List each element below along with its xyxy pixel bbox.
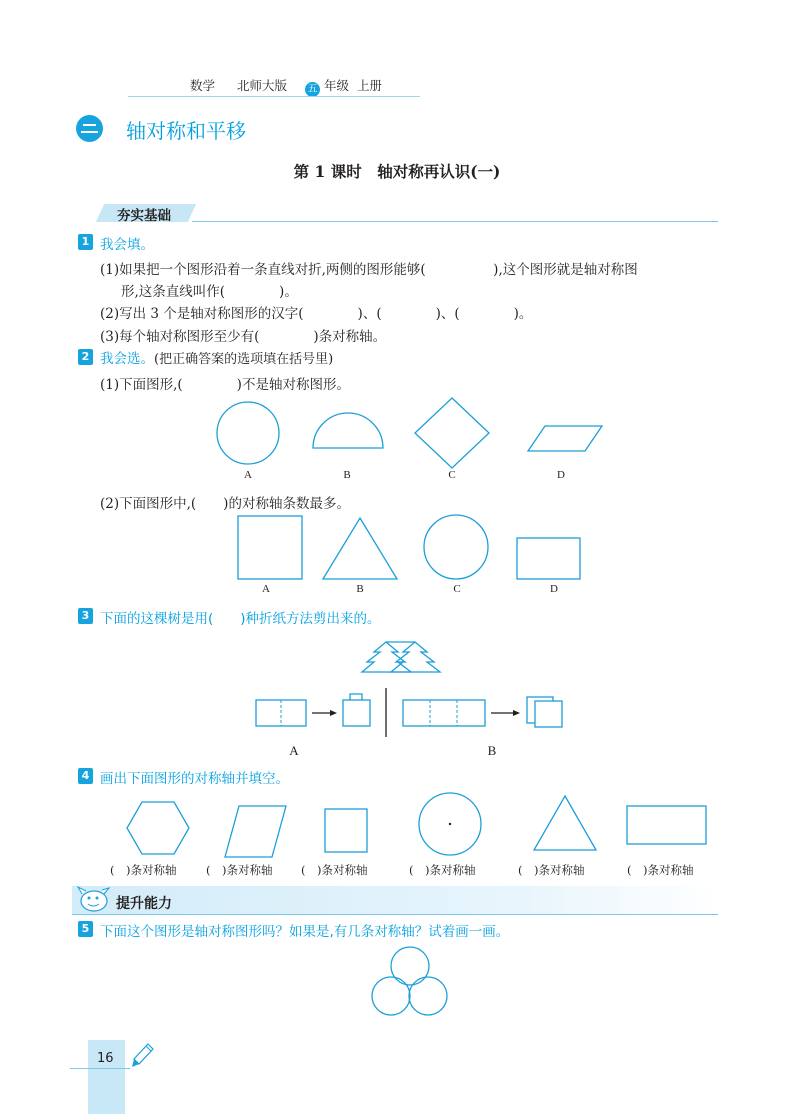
q3-label-b: B — [487, 743, 497, 758]
q1-line-1: (1)如果把一个图形沿着一条直线对折,两侧的图形能够( ),这个图形就是轴对称图 — [100, 262, 638, 278]
question-number-5: 5 — [78, 921, 93, 937]
q2p1-label-a: A — [244, 469, 252, 481]
question-number-3: 3 — [78, 608, 93, 624]
q4-title: 画出下面图形的对称轴并填空。 — [100, 771, 289, 787]
tree-left-half — [362, 642, 411, 672]
q1-title: 我会填。 — [100, 237, 154, 253]
q4-triangle — [534, 796, 596, 850]
q3-title: 下面的这棵树是用( )种折纸方法剪出来的。 — [100, 611, 381, 627]
fold-a-flap — [350, 694, 362, 700]
lesson-title: 第 1 课时 轴对称再认识(一) — [293, 162, 501, 181]
q4-caption-2: ( )条对称轴 — [206, 863, 273, 877]
q5-three-circles — [372, 947, 447, 1015]
q2-part-1: (1)下面图形,( )不是轴对称图形。 — [100, 377, 350, 393]
header-volume: 上册 — [356, 78, 382, 93]
q2p1-square-diamond — [415, 398, 489, 468]
q2p2-circle — [424, 515, 488, 579]
q2p2-square — [238, 516, 302, 579]
section-title-advance: 提升能力 — [116, 896, 172, 912]
q5-title: 下面这个图形是轴对称图形吗？如果是,有几条对称轴？试着画一画。 — [100, 924, 510, 940]
q2-part-2: (2)下面图形中,( )的对称轴条数最多。 — [100, 496, 350, 512]
header-subject: 数学 — [190, 78, 216, 93]
q2p2-label-d: D — [550, 583, 558, 595]
q4-caption-1: ( )条对称轴 — [110, 863, 177, 877]
question-number-2: 2 — [78, 349, 93, 365]
q4-hexagon — [127, 802, 189, 854]
question-number-4: 4 — [78, 768, 93, 784]
q2p1-label-d: D — [557, 469, 565, 481]
q2p2-triangle — [323, 518, 397, 579]
header-edition: 北师大版 — [236, 78, 287, 93]
q2p1-label-c: C — [448, 469, 456, 481]
q2-note: (把正确答案的选项填在括号里) — [154, 352, 334, 367]
page-number: 16 — [97, 1051, 114, 1066]
q3-option-a — [256, 694, 370, 726]
arrow-b-head — [513, 710, 520, 716]
q4-caption-6: ( )条对称轴 — [627, 863, 694, 877]
q2p1-parallelogram — [528, 426, 602, 451]
q3-label-a: A — [289, 743, 299, 758]
footer-rule — [70, 1068, 130, 1069]
q4-caption-5: ( )条对称轴 — [518, 863, 585, 877]
q2p1-semicircle — [313, 413, 383, 448]
header-grade: 年级 — [323, 78, 349, 93]
q1-line-2: (2)写出 3 个是轴对称图形的汉字( )、( )、( )。 — [100, 306, 533, 322]
q2p2-rectangle — [517, 538, 580, 579]
q3-tree-figure — [362, 642, 440, 672]
unit-title: 轴对称和平移 — [126, 119, 246, 143]
pencil-icon — [130, 1042, 154, 1070]
q2p1-circle — [217, 402, 279, 464]
q4-rectangle — [627, 806, 706, 844]
question-number-1: 1 — [78, 234, 93, 250]
q4-caption-4: ( )条对称轴 — [409, 863, 476, 877]
q2p2-label-c: C — [453, 583, 461, 595]
q5-circle-top — [391, 947, 429, 985]
q1-line-1b: 形,这条直线叫作( )。 — [121, 284, 298, 300]
q2p2-label-a: A — [262, 583, 270, 595]
q2p2-label-b: B — [356, 583, 364, 595]
section-title-basics: 夯实基础 — [117, 208, 171, 224]
q4-square — [325, 809, 367, 852]
q4-parallelogram — [225, 806, 286, 857]
q2-title: 我会选。 — [100, 351, 154, 367]
q3-option-b — [403, 697, 562, 727]
mascot-icon — [74, 884, 112, 914]
fold-b-result — [535, 701, 562, 727]
fold-a-result — [343, 700, 370, 726]
q4-circle-center — [449, 823, 451, 825]
q2p1-label-b: B — [343, 469, 351, 481]
q5-circle-left — [372, 977, 410, 1015]
arrow-a-head — [330, 710, 337, 716]
q1-line-3: (3)每个轴对称图形至少有( )条对称轴。 — [100, 329, 387, 345]
grade-badge-icon: 五 — [305, 82, 320, 97]
fold-b-paper — [403, 700, 485, 726]
q4-caption-3: ( )条对称轴 — [301, 863, 368, 877]
q5-circle-right — [409, 977, 447, 1015]
